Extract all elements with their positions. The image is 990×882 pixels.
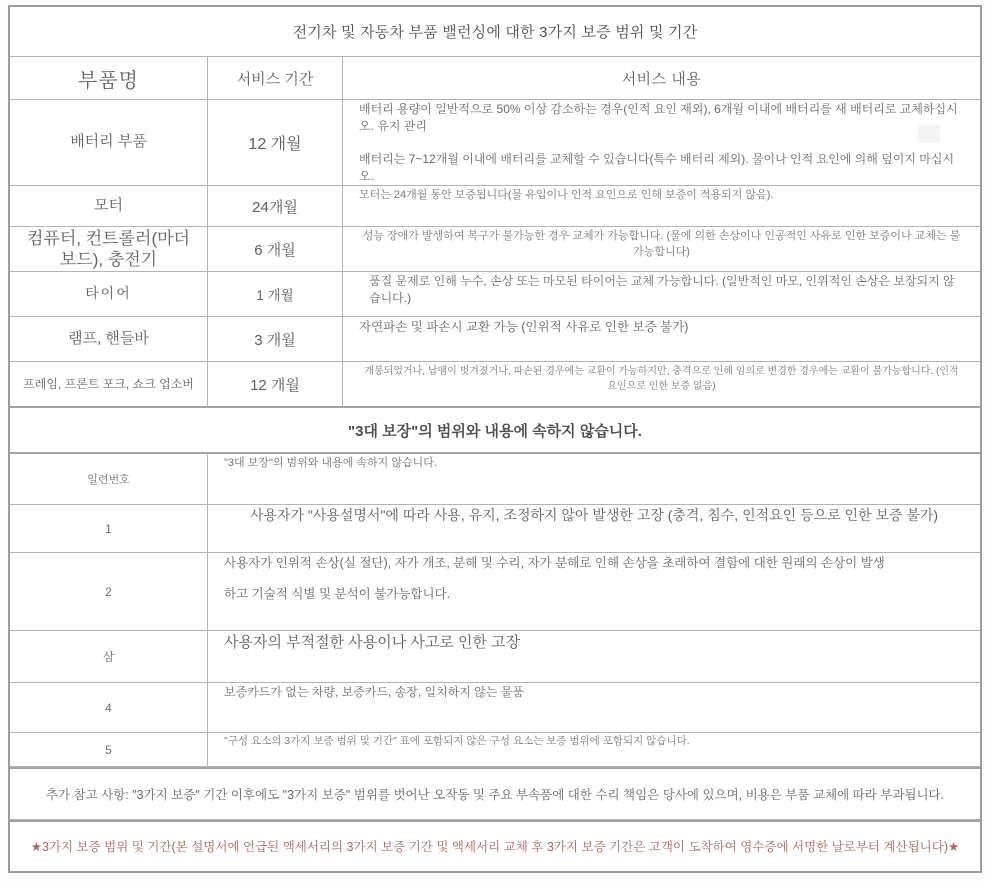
content-line: 성능 장애가 발생하여 복구가 불가능한 경우 교체가 가능합니다. (물에 의한 손상이나 인공적인 사유로 인한 보증이나 교체는 불가능합니다)	[362, 230, 961, 258]
table-row-motor	[10, 186, 980, 227]
service-content	[343, 227, 980, 271]
table-header-row	[10, 57, 980, 100]
exclusion-row-serial	[10, 454, 980, 505]
scan-artifact	[918, 125, 940, 143]
header-service-period: 서비스 기간	[208, 57, 343, 99]
content-line: 자연파손 및 파손시 교환 가능 (인위적 사유로 인한 보증 불가)	[359, 320, 689, 334]
content-line: 사용자가 "사용설명서"에 따라 사용, 유지, 조정하지 않아 발생한 고장 (충격, 침수, 인적요인 등으로 인한 보증 불가)	[249, 507, 939, 523]
warranty-period-note: ★3가지 보증 범위 및 기간(본 설명서에 언급된 액세서리의 3가지 보증 기간 및 액세서리 교체 후 3가지 보증 기간은 고객이 도착하여 영수증에 서명한 날로부터 계산됩니다)★	[10, 820, 980, 870]
content-line: 보증카드가 없는 차량, 보증카드, 송장, 일치하지 않는 물품	[224, 685, 524, 699]
table-row-computer	[10, 227, 980, 272]
exclusion-row-1	[10, 505, 980, 553]
service-content	[343, 362, 980, 406]
part-name: 프레임, 프론트 포크, 쇼크 업소버	[10, 362, 208, 406]
content-line: 하고 기술적 식별 및 분석이 불가능합니다.	[224, 587, 451, 601]
exclusion-content	[208, 454, 980, 504]
serial-label: 일련번호	[10, 454, 208, 504]
exclusion-content	[208, 553, 980, 630]
table-row-battery	[10, 100, 980, 186]
warranty-document	[8, 5, 982, 873]
exclusion-content	[208, 631, 980, 682]
header-part-name: 부품명	[10, 57, 208, 99]
part-name: 타이어	[10, 272, 208, 316]
service-period: 24개월	[208, 186, 343, 226]
serial-number: 4	[10, 683, 208, 732]
part-name: 컴퓨터, 컨트롤러(마더보드), 충전기	[10, 227, 208, 271]
serial-number: 2	[10, 553, 208, 630]
part-name: 배터리 부품	[10, 100, 208, 185]
section-header-exclusions: "3대 보장"의 범위와 내용에 속하지 않습니다.	[10, 408, 980, 454]
content-line: 품질 문제로 인해 누수, 손상 또는 마모된 타이어는 교체 가능합니다. (일반적인 마모, 인위적인 손상은 보장되지 않습니다.)	[369, 274, 955, 305]
table-row-tire	[10, 272, 980, 317]
exclusion-content	[208, 683, 980, 732]
serial-number: 삼	[10, 631, 208, 682]
service-content	[343, 186, 980, 226]
service-period: 12 개월	[208, 100, 343, 185]
exclusion-row-2	[10, 553, 980, 631]
exclusion-content	[208, 733, 980, 766]
additional-note: 추가 참고 사항: "3가지 보증" 기간 이후에도 "3가지 보증" 범위를 벗어난 오작동 및 주요 부속품에 대한 수리 책임은 당사에 있으며, 비용은 부품 교체에 따라 부과됩니다.	[10, 767, 980, 820]
content-line: 배터리 용량이 일반적으로 50% 이상 감소하는 경우(인적 요인 제외), 6개월 이내에 배터리를 새 배터리로 교체하십시오. 유지 관리	[359, 102, 958, 133]
content-line: 배터리는 7~12개월 이내에 배터리를 교체할 수 있습니다(특수 배터리 제외). 물이나 인적 요인에 의해 덮이지 마십시오.	[359, 152, 955, 183]
content-line: "구성 요소의 3가지 보증 범위 및 기간" 표에 포함되지 않은 구성 요소는 보증 범위에 포함되지 않습니다.	[224, 735, 690, 747]
service-period: 12 개월	[208, 362, 343, 406]
service-period: 1 개월	[208, 272, 343, 316]
exclusion-content	[208, 505, 980, 552]
exclusion-row-3	[10, 631, 980, 683]
content-line: "3대 보장"의 범위와 내용에 속하지 않습니다.	[224, 457, 437, 469]
service-period: 3 개월	[208, 317, 343, 361]
serial-number: 5	[10, 733, 208, 766]
part-name: 모터	[10, 186, 208, 226]
content-line: 사용자가 인위적 손상(실 절단), 자가 개조, 분해 및 수리, 자가 분해로 인해 손상을 초래하여 결함에 대한 원래의 손상이 발생	[224, 556, 885, 570]
table-row-frame	[10, 362, 980, 408]
header-service-content: 서비스 내용	[621, 70, 702, 88]
service-content	[343, 272, 980, 316]
content-line: 개봉되었거나, 납땜이 벗겨졌거나, 파손된 경우에는 교환이 가능하지만, 충격으로 인해 임의로 변경한 경우에는 교환이 불가능합니다. (인적 요인으로 인한 보증 없음)	[364, 366, 959, 392]
exclusion-row-4	[10, 683, 980, 733]
exclusion-row-5	[10, 733, 980, 767]
content-line: 모터는 24개월 동안 보증됩니다(물 유입이나 인적 요인으로 인해 보증이 적용되지 않음).	[359, 189, 774, 201]
serial-number: 1	[10, 505, 208, 552]
part-name: 램프, 핸들바	[10, 317, 208, 361]
service-period: 6 개월	[208, 227, 343, 271]
document-title: 전기차 및 자동차 부품 밸런싱에 대한 3가지 보증 범위 및 기간	[10, 7, 980, 57]
content-line: 사용자의 부적절한 사용이나 사고로 인한 고장	[224, 634, 521, 651]
service-content	[343, 317, 980, 361]
table-row-lamp	[10, 317, 980, 362]
service-content	[343, 100, 980, 185]
